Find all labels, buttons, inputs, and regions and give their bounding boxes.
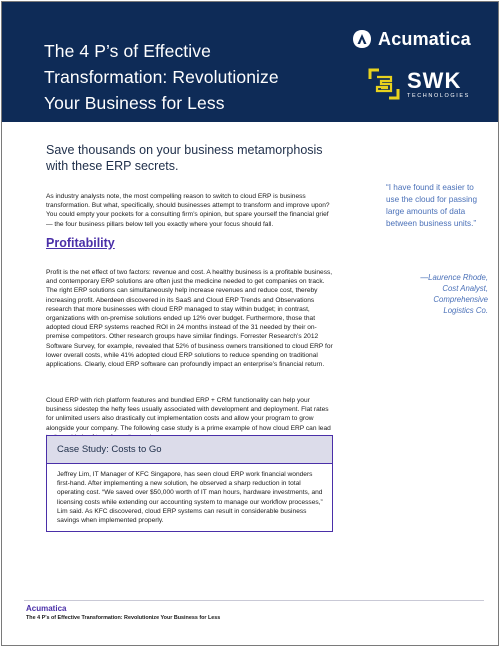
- intro-text: As industry analysts note, the most compelling reason to switch to cloud ERP is business transformation. But what, specifically, should businesses attempt to transform and improve upon? You could empty your pockets for a consulting firm’s opinion, but spare yourself the financial grief — the four business pillars below tell you exactly where your focus should fall.: [46, 193, 330, 228]
- acumatica-mark-icon: [352, 29, 372, 49]
- footer-divider: [24, 600, 484, 601]
- intro-paragraph: [46, 192, 336, 229]
- swk-mark-icon: [367, 67, 401, 101]
- case-study-header: [47, 436, 332, 464]
- acumatica-wordmark: Acumatica: [378, 28, 471, 49]
- title-line: Your Business for Less: [44, 93, 225, 113]
- pull-quote-attribution: [374, 272, 488, 316]
- attribution-line: Comprehensive: [433, 295, 488, 304]
- attribution-line: Cost Analyst,: [442, 284, 488, 293]
- case-study-body: Jeffrey Lim, IT Manager of KFC Singapore, has seen cloud ERP work financial wonders first-hand. After implementing a new solution, he observed a sharp reduction in total operating cost. “We saved over $50,000 worth of IT man hours, hardware investments, and licensing costs while extending our accounting system to manage our workflow processes,” Lim said. As KFC discovered, cloud ERP systems can result in considerable business savings when implemented properly.: [57, 471, 323, 525]
- footer-brand: Acumatica: [26, 604, 67, 613]
- swk-logo: [367, 66, 470, 102]
- section-heading-profitability: Profitability: [46, 236, 115, 250]
- case-study-title: Case Study: Costs to Go: [57, 444, 162, 455]
- paragraph-text: Profit is the net effect of two factors: revenue and cost. A healthy business is a profitable business, and contemporary ERP solutions are often just the medicine needed to get companies on track. The right ERP solutions can simultaneously help increase revenues and reduce cost, thereby increasing profit. Aberdeen discovered in its SaaS and Cloud ERP Trends and Observations research that more businesses with cloud ERP managed to stay within budget; in contrast, organizations with on-premise solutions ended up 12% over budget. Furthermore, those that adopted cloud ERP systems reached ROI in 24 months instead of the 31 needed by their on-premise competitors. Other research groups have similar findings. Forrester Research’s 2012 Software Survey, for example, revealed that 52% of business owners transitioned to cloud ERP for lower overall costs, while 41% adopted cloud ERP solutions to reduce spending on traditional applications. Clearly, cloud ERP software can profoundly impact an enterprise’s financial return.: [46, 269, 333, 369]
- attribution-line: Logistics Co.: [443, 306, 488, 315]
- attribution-line: —Laurence Rhode,: [420, 273, 488, 282]
- title-line: The 4 P’s of Effective: [44, 41, 211, 61]
- document-title: [44, 38, 334, 116]
- swk-subtitle: TECHNOLOGIES: [407, 92, 470, 99]
- lede-text: Save thousands on your business metamorphosis with these ERP secrets.: [46, 143, 323, 173]
- acumatica-logo: [352, 28, 471, 50]
- case-study-box: [46, 435, 333, 532]
- pull-quote: “I have found it easier to use the cloud for passing large amounts of data between business units.”: [386, 183, 478, 228]
- header-banner: [2, 2, 498, 122]
- footer-document-title: The 4 P’s of Effective Transformation: Revolutionize Your Business for Less: [26, 615, 221, 621]
- profitability-paragraph-1: [46, 268, 336, 369]
- document-page: [1, 1, 499, 646]
- swk-wordmark: SWK: [407, 67, 462, 93]
- paragraph-text: Cloud ERP with rich platform features and bundled ERP + CRM functionality can help your business sidestep the hefty fees usually associated with development and deployment. Flat rates for unlimited users also drastically cut implementation costs and allow your program to grow alongside your company. The following case study is a prime example of how cloud ERP can lead: [46, 397, 331, 432]
- title-line: Transformation: Revolutionize: [44, 67, 279, 87]
